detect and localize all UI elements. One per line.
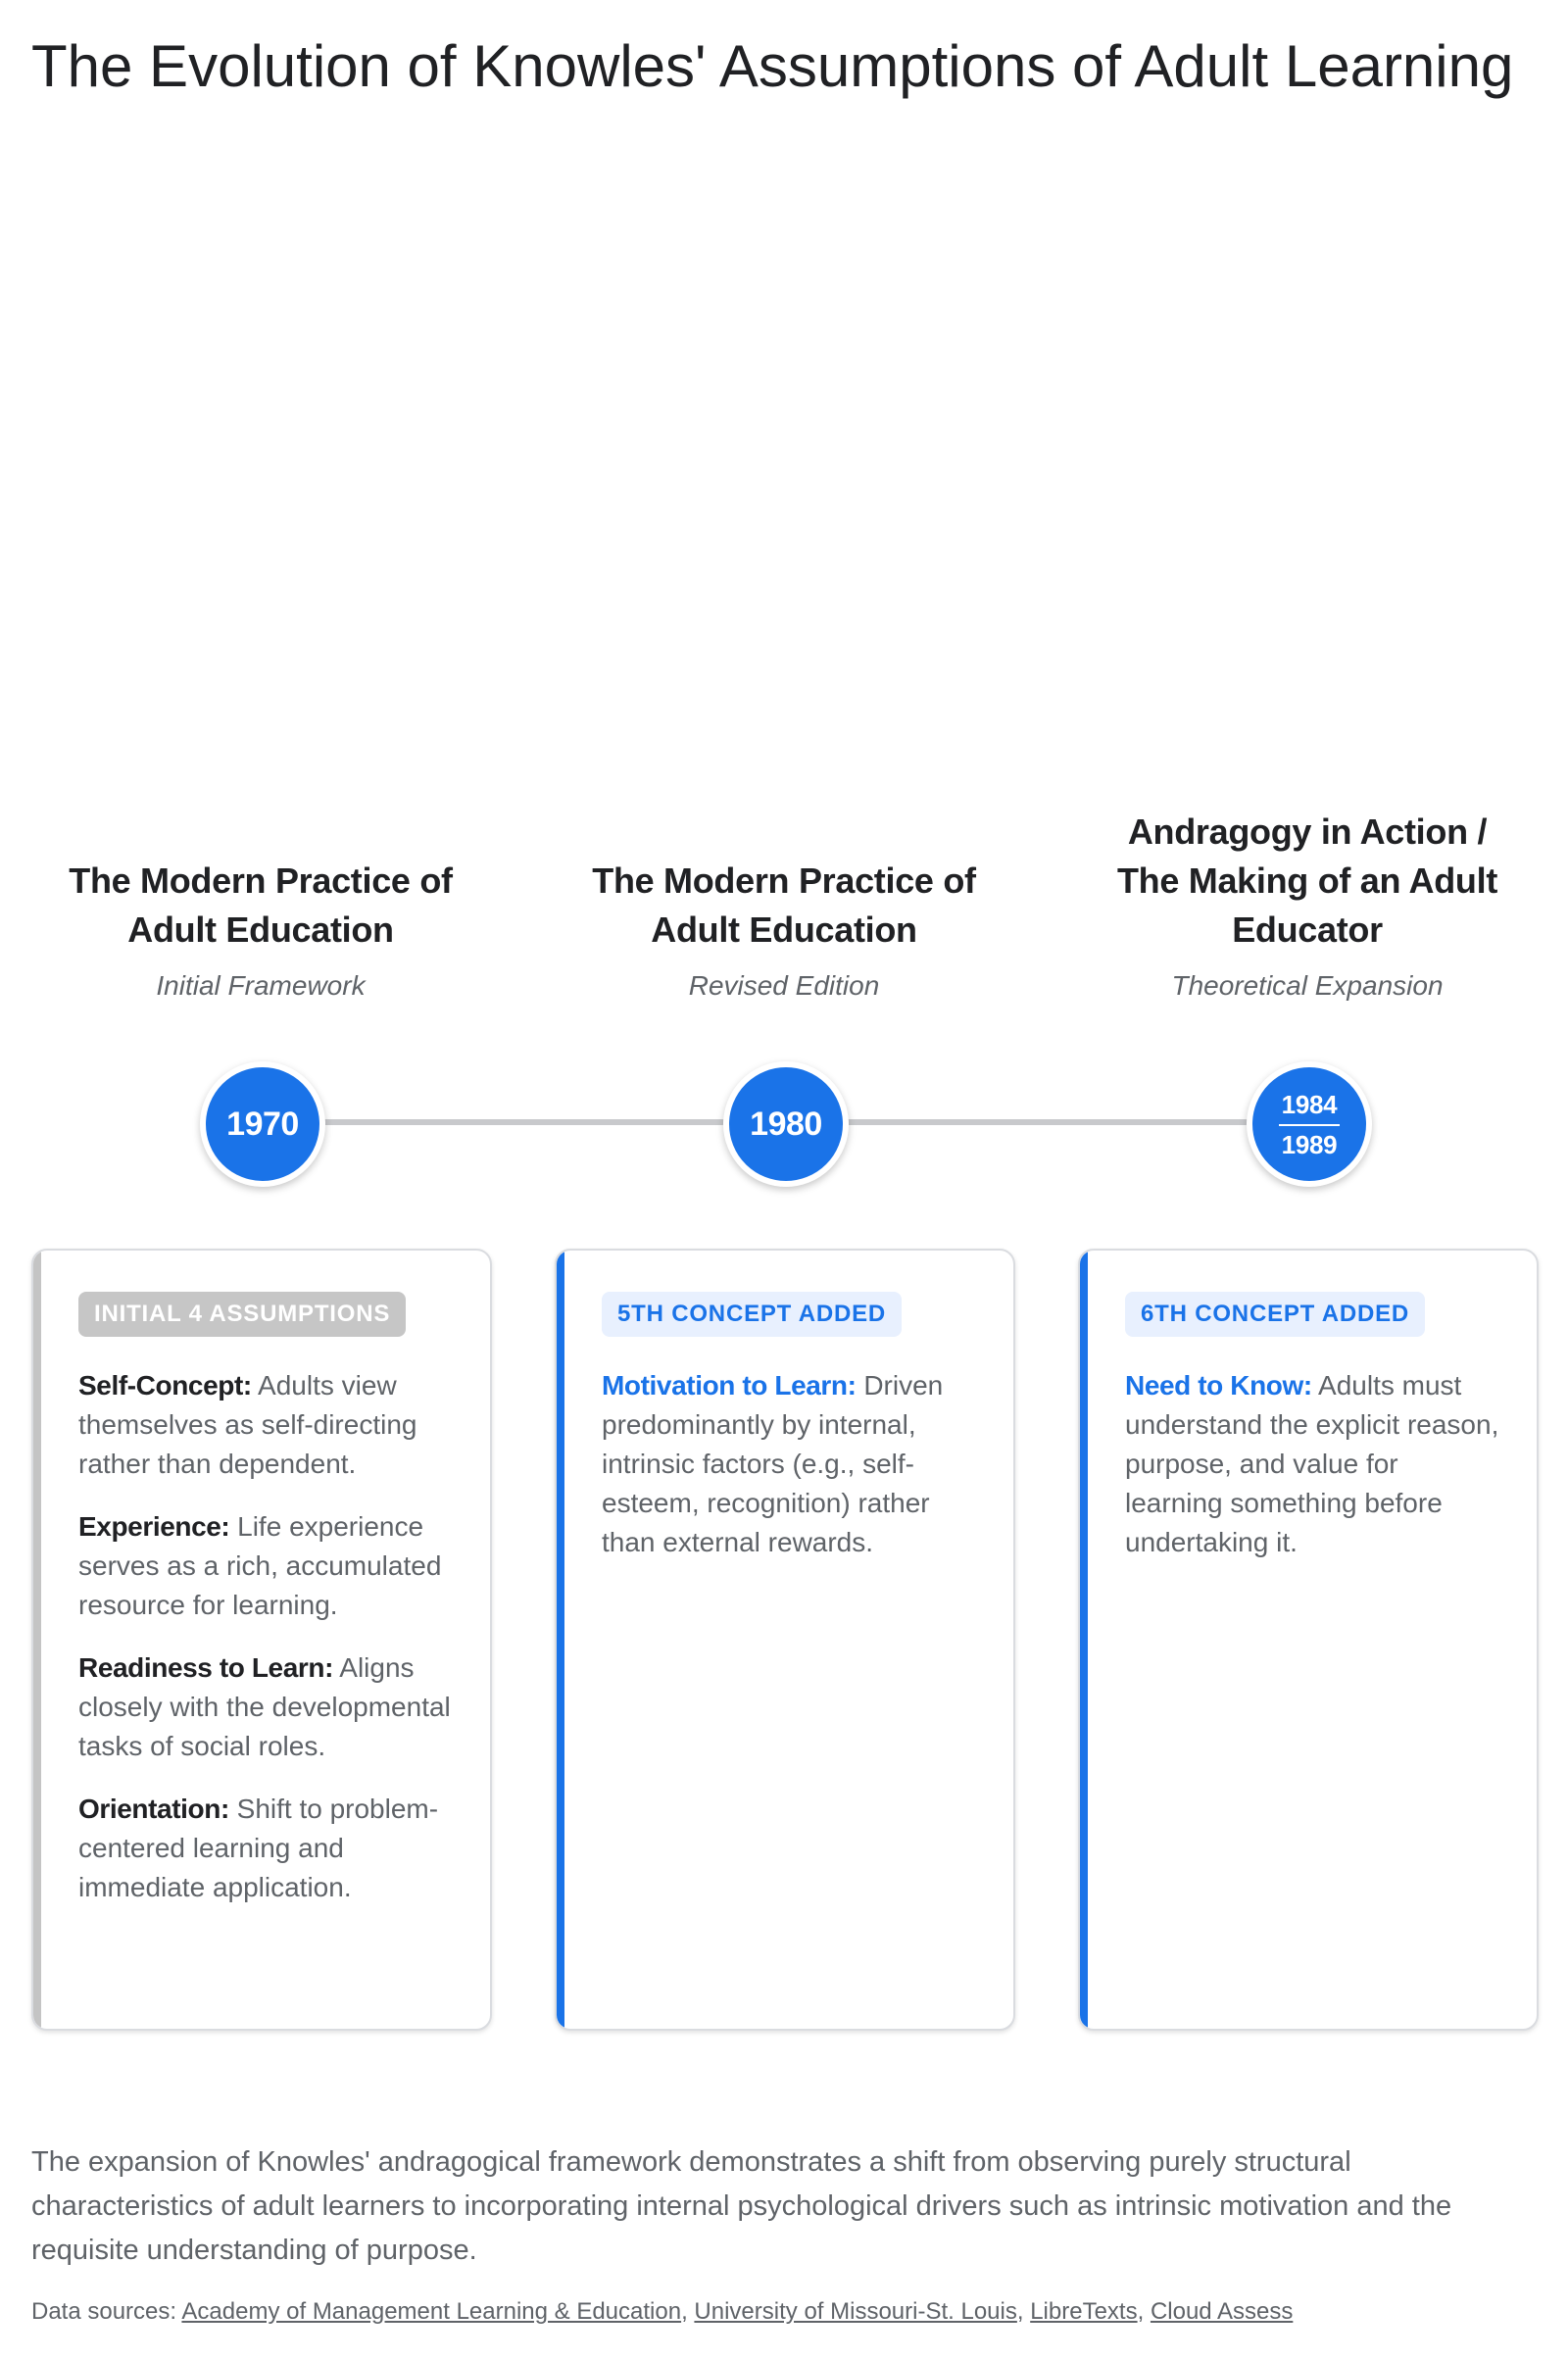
timeline-node-1970 xyxy=(200,1061,325,1187)
assumption-text: Adults must understand the explicit reason, purpose, and value for learning something before undertaking it. xyxy=(1125,1370,1499,1557)
milestone-title-line: Educator xyxy=(1232,910,1383,950)
node-year-end: 1989 xyxy=(1281,1129,1338,1159)
timeline-connector xyxy=(845,1119,1249,1125)
assumption-term: Orientation: xyxy=(78,1794,229,1824)
sources-label: Data sources: xyxy=(31,2298,177,2325)
assumption-term: Readiness to Learn: xyxy=(78,1652,334,1683)
assumption-term: Experience: xyxy=(78,1511,230,1542)
assumption-text: Adults view themselves as self-directing rather than dependent. xyxy=(78,1370,417,1479)
milestone-subtitle: Initial Framework xyxy=(156,970,366,1001)
node-year-start: 1984 xyxy=(1281,1089,1338,1119)
source-link-cloud-assess[interactable]: Cloud Assess xyxy=(1150,2298,1294,2325)
timeline-node-1980 xyxy=(723,1061,849,1187)
milestone-subtitle: Theoretical Expansion xyxy=(1171,970,1444,1001)
card-accent-bar xyxy=(1080,1251,1088,2029)
card-body xyxy=(1125,1292,1501,1562)
card-body xyxy=(78,1292,455,1907)
assumption-item xyxy=(78,1790,455,1907)
timeline-connector xyxy=(321,1119,725,1125)
assumption-term: Motivation to Learn: xyxy=(602,1370,857,1401)
milestone-title-line: The Modern Practice of xyxy=(592,860,976,901)
milestone-title-line: Andragogy in Action / xyxy=(1127,811,1488,852)
milestone-header-1984-1989 xyxy=(1102,808,1513,1004)
assumption-text: Shift to problem-centered learning and immediate application. xyxy=(78,1794,439,1902)
assumption-term: Need to Know: xyxy=(1125,1370,1312,1401)
source-link-aomle[interactable]: Academy of Management Learning & Education xyxy=(181,2298,682,2325)
card-body xyxy=(602,1292,978,1562)
summary-text: The expansion of Knowles' andragogical framework demonstrates a shift from observing purely structural characteristics of adult learners to incorporating internal psychological drivers such as intrinsic motivation and the requisite understanding of purpose. xyxy=(31,2146,1452,2266)
card-badge: 6TH CONCEPT ADDED xyxy=(1125,1292,1425,1337)
assumption-item xyxy=(78,1507,455,1625)
assumption-item xyxy=(602,1366,978,1562)
assumption-item xyxy=(1125,1366,1501,1562)
node-year: 1980 xyxy=(750,1105,822,1143)
milestone-title-line: The Making of an Adult xyxy=(1116,860,1498,901)
assumptions-card-1980 xyxy=(555,1249,1015,2031)
milestone-title-line: The Modern Practice of xyxy=(69,860,453,901)
assumptions-card-1970 xyxy=(31,1249,492,2031)
card-badge: INITIAL 4 ASSUMPTIONS xyxy=(78,1292,406,1337)
node-year: 1970 xyxy=(226,1105,299,1143)
card-accent-bar xyxy=(33,1251,41,2029)
node-divider xyxy=(1279,1124,1340,1126)
milestone-title xyxy=(1102,808,1513,955)
milestone-header-1980 xyxy=(578,857,990,1004)
card-accent-bar xyxy=(557,1251,564,2029)
timeline-node-1984-1989 xyxy=(1247,1061,1372,1187)
assumption-item xyxy=(78,1648,455,1766)
milestone-title-line: Adult Education xyxy=(127,910,394,950)
milestone-title xyxy=(578,857,990,955)
source-link-umsl[interactable]: University of Missouri-St. Louis xyxy=(694,2298,1017,2325)
source-link-libretexts[interactable]: LibreTexts xyxy=(1030,2298,1138,2325)
milestone-subtitle: Revised Edition xyxy=(688,970,880,1001)
milestone-header-1970 xyxy=(55,857,466,1004)
assumption-text: Driven predominantly by internal, intrinsic factors (e.g., self-esteem, recognition) rather than external rewards. xyxy=(602,1370,944,1557)
assumption-item xyxy=(78,1366,455,1484)
assumptions-card-1984-1989 xyxy=(1078,1249,1539,2031)
milestone-title xyxy=(55,857,466,955)
assumption-term: Self-Concept: xyxy=(78,1370,252,1401)
card-badge: 5TH CONCEPT ADDED xyxy=(602,1292,902,1337)
data-sources: Data sources: Academy of Management Learning & Education, University of Missouri-St. Louis, LibreTexts, Cloud Assess xyxy=(31,2298,1294,2325)
milestone-title-line: Adult Education xyxy=(651,910,917,950)
page-title: The Evolution of Knowles' Assumptions of Adult Learning xyxy=(31,33,1514,99)
assumption-text: Aligns closely with the developmental tasks of social roles. xyxy=(78,1652,451,1761)
assumption-text: Life experience serves as a rich, accumulated resource for learning. xyxy=(78,1511,442,1620)
